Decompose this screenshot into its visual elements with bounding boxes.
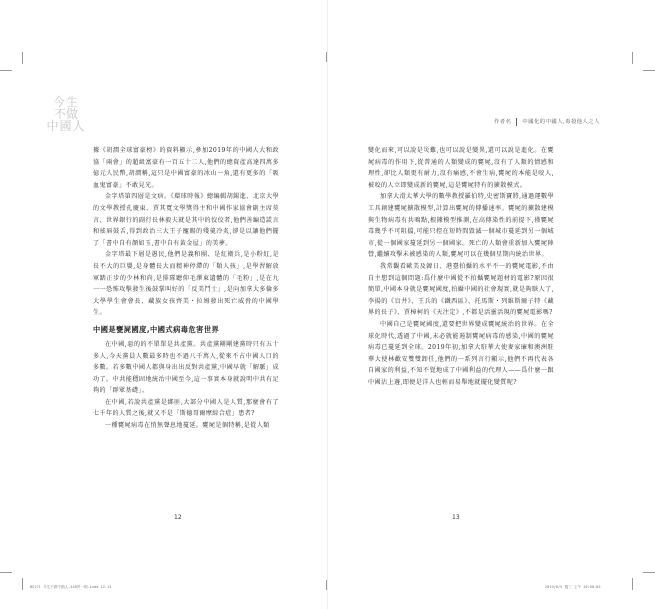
- paragraph: 在中國,若說共產黨是綁匪,大部分中國人是人質,那麼會有了七千年的人質之後,就又不是「斯德哥爾摩綜合症」患者?: [93, 398, 279, 418]
- crop-mark: [632, 52, 633, 64]
- page-number-right: 13: [452, 514, 460, 521]
- crop-mark: [643, 572, 655, 573]
- gutter-shadow: [327, 0, 328, 609]
- crop-mark: [632, 578, 633, 590]
- paragraph: 中國自己是甕屍國度,還要把世界變成甕屍統治的世界。在全球化時代,透過了中國,未必就能遏制甕屍病毒的感染,中國的甕屍病毒已蔓延到全球。2019年初,加拿大駐華大使麥家廉和澳洲駐華大使林歡安雙雙卸任,他們的一系列言行顯示,他們不再代表各自國家的利益,不知不覺地成了中國利益的代理人——爲什麼一跟中國沾上邊,即便是洋人也輕而易舉地就擺化變質呢?: [368, 320, 554, 386]
- crop-mark: [22, 52, 23, 64]
- paragraph: 我常觀看歐美及韓日、港臺拍攝的水平不一的甕屍電影,不由自主想到這個問題:爲什麼中國從不拍攝甕屍題材的電影?原因很簡單,中國本身就是甕屍國度,拍攝中國的社會現實,就是夠駭人了,李揚的《盲井》、王兵的《鐵西區》、托馬斯・列維斯爾子特《藏界的長子》、賈樟柯的《天注定》,不都是活靈活現的甕屍電影嗎?: [368, 262, 554, 317]
- page-number-left: 12: [174, 514, 182, 521]
- book-logo-stamp: [36, 96, 96, 133]
- paragraph: 據《胡潤全球富豪榜》的資料顯示,參加2019年的中國人大和政協「兩會」的超級富豪有一百五十二人,他們的總資產高達四萬多億元人民幣,胡潤稱,這只是中國富豪的冰山一角,還有更多的「吸血鬼富豪」不敢見光。: [93, 147, 279, 189]
- left-page-body: [93, 145, 279, 432]
- paragraph: 一種甕屍病毒在悄無聲息地蔓延。甕屍是個特稱,是從人類: [105, 422, 270, 430]
- right-page-body: [368, 145, 554, 388]
- crop-mark: [0, 572, 12, 573]
- header-divider: [516, 118, 517, 126]
- logo-line-1: 今生: [52, 95, 79, 109]
- crop-mark: [326, 580, 327, 590]
- logo-line-2: 不做: [53, 107, 78, 122]
- crop-mark: [326, 52, 327, 62]
- paragraph: 金字塔最下層是愚民,他們是義和團、是紅衛兵,是小粉紅,是長不大的巨嬰,是身體長大而精神停滯的「類人孩」,是學習解放軍踏正步的少林和尚,是排隊聽仰毛澤東遺體的「毛粉」,是在九一一恐怖攻擊發生後鼓掌叫好的「反美鬥士」,是向加拿大多倫多大學學生會會長、藏族女孩齊美・拉姆發出死亡威脅的中國學生。: [93, 251, 279, 317]
- paragraph: 在中國,惡的的不單單是共產黨。共產黨剛剛建黨時只有五十多人,今天黨員人數最多時也不過八千萬人,從來不占中國人口的多數。若多數中國人都與身出出反對共產黨,中國早就「解脈」成功了。中共能穩固地統治中國至今,這一事實本身就說明中共有足夠的「群眾基礎」。: [93, 340, 279, 395]
- logo-line-3: 中國人: [46, 119, 86, 134]
- paragraph: 加拿大滑太華大學的數學教授羅伯特,史密斯寶將,通過運數學工具創建甕屍擴散模型,計算出甕屍的傳播速率。甕屍的擴散建模與生物病毒有共鳴點,根據模型推測,在高傳染性的前提下,僅甕屍毒幾乎不可阻擋,可能只控在短時間毀滅一個城市蔓延到另一個城市,從一個國家蔓延到另一個國家。死亡的人類會重新加入甕屍陣營,繼續攻擊未被感染的人類,甕屍可以在幾個星期內統治世界。: [368, 193, 554, 259]
- paragraph: 變化而來,可以說是災難,也可以說是變異,還可以說是進化。在甕屍病毒的作用下,從普通的人類變成的甕屍,沒有了人類的情感和理性,卻比人類更有耐力,沒有痛感,不會生病,甕屍的本能是咬人,被咬的人立即變成新的甕屍,這是甕屍特有的擴散模式。: [368, 147, 554, 189]
- crop-mark: [643, 70, 655, 71]
- section-heading: 中國是甕屍國度,中國式病毒危害世界: [93, 324, 220, 334]
- print-slug-right: 2019/8/5 週三 上午 10:00:05: [545, 585, 601, 589]
- crop-mark: [22, 578, 23, 590]
- header-author: 作者名: [494, 119, 512, 125]
- running-header: [494, 117, 600, 126]
- paragraph: 金字塔第四層是文痞。《環球時報》總編輯胡錫進、北京大學的文學教授孔慶東、賈其寬文學獎得主和中國作家協會副主席莫言、世界銀行的副行長林毅夫就是其中的佼佼者,他們善編造謊言和搖唇鼓舌,得到政治三大王子寵賜的殘羹冷炙,卻是以讓他們擺了「書中自有顏如玉,書中自有黃金屋」的美夢。: [93, 193, 279, 247]
- crop-mark: [0, 70, 12, 71]
- header-chapter-title: 中國化的中國人,毒殺他人之人: [522, 119, 600, 125]
- print-slug-left: BS271 今生不做中國人-440頁一刷.indd 12-13: [30, 585, 112, 589]
